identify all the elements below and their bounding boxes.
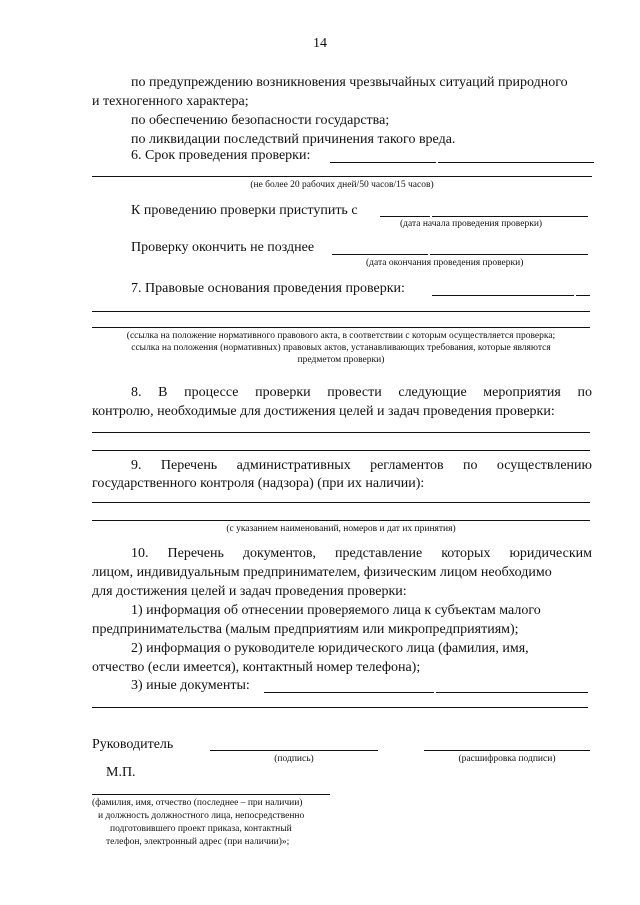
s8-line-1: 8. В процессе проверки провести следующие мероприятия по — [131, 385, 592, 400]
footer-note-1: (фамилия, имя, отчество (последнее – при наличии) — [92, 798, 303, 808]
intro-line-3: по обеспечению безопасности государства; — [131, 113, 390, 128]
s6-end-line-b — [430, 254, 588, 255]
decode-note: (расшифровка подписи) — [458, 754, 556, 764]
s10-line-1: 10. Перечень документов, представление которых юридическим — [131, 546, 592, 561]
s7-note-line-3: предметом проверки) — [297, 355, 385, 365]
s7-note-line-1: (ссылка на положение нормативного правового акта, в соответствии с которым осуществляется проверка; — [126, 331, 556, 341]
s9-line-1: 9. Перечень административных регламентов по осуществлению — [131, 458, 592, 473]
s6-fill-line-a — [330, 162, 436, 163]
s8-line-2: контролю, необходимые для достижения целей и задач проведения проверки: — [92, 404, 555, 419]
s10-item-2: 2) информация о руководителе юридического лица (фамилия, имя, — [131, 641, 529, 656]
s8-line-b — [92, 450, 590, 451]
s6-start-line-b — [432, 216, 588, 217]
s9-line-2: государственного контроля (надзора) (при их наличии): — [92, 476, 425, 491]
s7-line-c — [92, 311, 590, 312]
s10-item-2-cont: отчество (если имеется), контактный номер телефона); — [92, 660, 421, 675]
stamp-mark: М.П. — [106, 765, 136, 780]
s10-item-1: 1) информация об отнесении проверяемого лица к субъектам малого — [131, 603, 541, 618]
s10-item-1-cont: предпринимательства (малым предприятиям или микропредприятиям); — [92, 622, 519, 637]
s6-start-line-a — [380, 216, 430, 217]
s6-note: (не более 20 рабочих дней/50 часов/15 часов) — [250, 180, 434, 190]
s10-line-3: для достижения целей и задач проведения проверки: — [92, 584, 407, 599]
intro-line-2: и техногенного характера; — [92, 94, 249, 109]
s7-label: 7. Правовые основания проведения проверки: — [131, 281, 405, 296]
footer-line — [92, 794, 330, 795]
s9-note: (с указанием наименований, номеров и дат их принятия) — [226, 524, 456, 534]
s9-line-a — [92, 502, 590, 503]
s7-line-b — [576, 295, 590, 296]
sign-note: (подпись) — [274, 754, 314, 764]
page-number: 14 — [313, 36, 327, 51]
s7-line-d — [92, 327, 590, 328]
footer-note-3: подготовившего проект приказа, контактный — [110, 824, 292, 834]
decode-line — [424, 750, 590, 751]
s10-other-line-c — [92, 707, 588, 708]
intro-line-1: по предупреждению возникновения чрезвычайных ситуаций природного — [131, 75, 568, 90]
intro-line-4: по ликвидации последствий причинения такого вреда. — [131, 132, 456, 147]
s6-start-label: К проведению проверки приступить с — [131, 203, 358, 218]
s10-other-line-a — [264, 692, 434, 693]
s6-end-line-a — [332, 254, 428, 255]
head-label: Руководитель — [92, 737, 174, 752]
signature-line — [210, 750, 378, 751]
s10-other-line-b — [436, 692, 588, 693]
s8-line-a — [92, 432, 590, 433]
s6-fill-line-b — [438, 162, 594, 163]
s9-line-b — [92, 520, 590, 521]
s10-line-2: лицом, индивидуальным предпринимателем, физическим лицом необходимо — [92, 565, 552, 580]
s7-line-a — [432, 295, 574, 296]
s6-fill-line-c — [92, 176, 592, 177]
footer-note-4: телефон, электронный адрес (при наличии)»; — [106, 837, 290, 847]
s10-other-label: 3) иные документы: — [131, 678, 250, 693]
s6-label: 6. Срок проведения проверки: — [131, 148, 311, 163]
s7-note-line-2: ссылка на положения (нормативных) правовых актов, устанавливающих требования, которые являются — [131, 343, 551, 353]
s6-end-label: Проверку окончить не позднее — [131, 240, 315, 255]
s6-start-note: (дата начала проведения проверки) — [400, 219, 543, 229]
footer-note-2: и должность должностного лица, непосредственно — [98, 811, 305, 821]
s6-end-note: (дата окончания проведения проверки) — [366, 258, 524, 268]
